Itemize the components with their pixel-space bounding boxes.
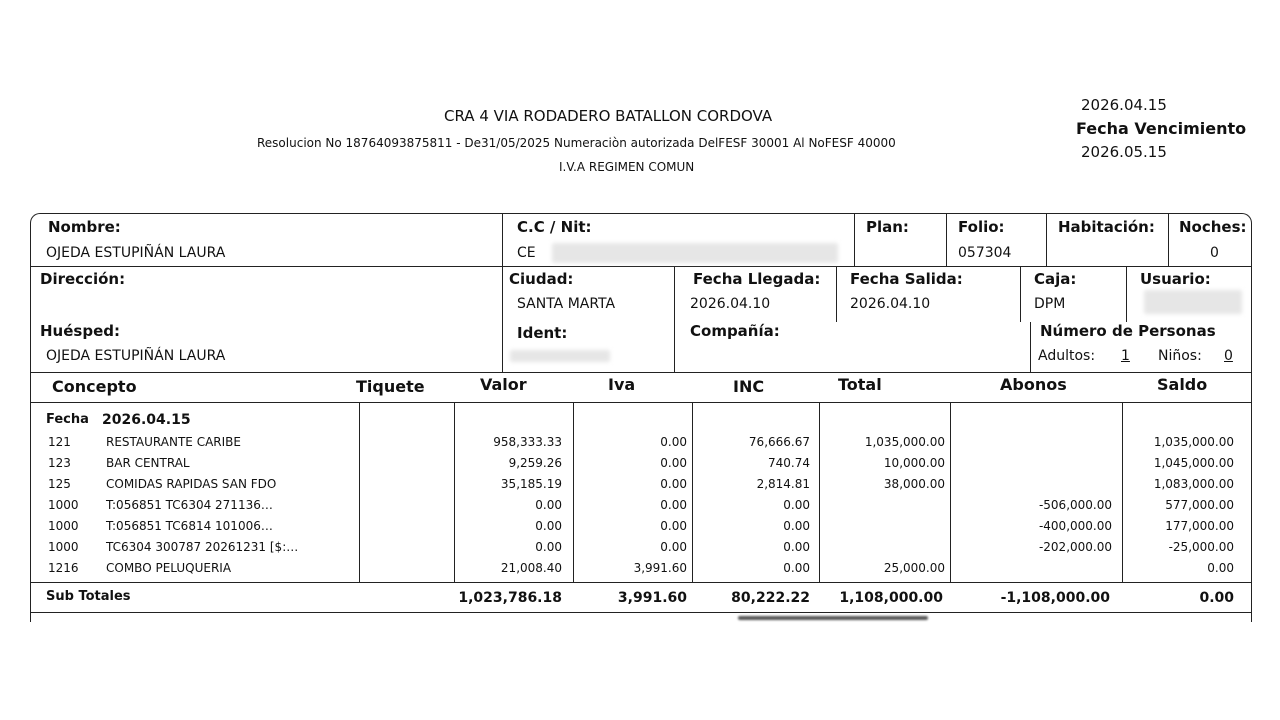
plan-label: Plan: — [866, 218, 909, 236]
row-iva: 0.00 — [660, 519, 687, 533]
subtotal-inc: 80,222.22 — [731, 590, 810, 606]
col-tiquete: Tiquete — [356, 377, 425, 396]
row-iva: 3,991.60 — [633, 561, 687, 575]
subtotal-iva: 3,991.60 — [617, 590, 687, 606]
caja-value: DPM — [1034, 296, 1066, 312]
ident-redacted — [510, 350, 610, 362]
ccnit-redacted — [552, 243, 838, 263]
row-valor: 0.00 — [535, 519, 562, 533]
row-code: 121 — [48, 435, 71, 449]
invoice-date: 2026.04.15 — [1081, 96, 1167, 114]
ninos-value: 0 — [1224, 348, 1233, 364]
row-code: 1216 — [48, 561, 79, 575]
row-saldo: -25,000.00 — [1168, 540, 1234, 554]
col-saldo: Saldo — [1157, 375, 1208, 394]
usuario-label: Usuario: — [1140, 270, 1211, 288]
ccnit-label: C.C / Nit: — [517, 218, 592, 236]
row-desc: COMIDAS RAPIDAS SAN FDO — [106, 477, 277, 491]
row-saldo: 1,083,000.00 — [1153, 477, 1234, 491]
col-valor: Valor — [480, 375, 527, 394]
row-code: 1000 — [48, 498, 79, 512]
col-abonos: Abonos — [1000, 375, 1067, 394]
row-code: 1000 — [48, 540, 79, 554]
row-valor: 35,185.19 — [500, 477, 562, 491]
row-valor: 21,008.40 — [500, 561, 562, 575]
nombre-value: OJEDA ESTUPIÑÁN LAURA — [46, 245, 226, 261]
ciudad-label: Ciudad: — [509, 270, 574, 288]
direccion-label: Dirección: — [40, 270, 126, 288]
due-date-label: Fecha Vencimiento — [1076, 119, 1247, 138]
fecha-salida-value: 2026.04.10 — [850, 296, 931, 312]
row-valor: 0.00 — [535, 498, 562, 512]
row-abonos: -506,000.00 — [1038, 498, 1112, 512]
col-total: Total — [838, 375, 882, 394]
usuario-redacted — [1144, 290, 1242, 314]
row-total: 25,000.00 — [883, 561, 945, 575]
row-saldo: 177,000.00 — [1165, 519, 1234, 533]
col-inc: INC — [733, 377, 765, 396]
subtotal-abonos: -1,108,000.00 — [1000, 590, 1110, 606]
row-valor: 0.00 — [535, 540, 562, 554]
row-code: 1000 — [48, 519, 79, 533]
row-desc: TC6304 300787 20261231 [$:… — [106, 540, 299, 554]
compania-label: Compañía: — [690, 322, 780, 340]
fecha-group-label: Fecha — [46, 412, 89, 427]
ccnit-type: CE — [517, 245, 536, 261]
habitacion-label: Habitación: — [1058, 218, 1155, 236]
noches-label: Noches: — [1179, 218, 1247, 236]
cropped-text-remnant — [738, 616, 928, 620]
due-date: 2026.05.15 — [1081, 143, 1167, 161]
row-inc: 0.00 — [783, 561, 810, 575]
row-saldo: 0.00 — [1207, 561, 1234, 575]
folio-label: Folio: — [958, 218, 1005, 236]
fecha-llegada-label: Fecha Llegada: — [693, 270, 821, 288]
row-abonos: -400,000.00 — [1038, 519, 1112, 533]
row-total: 10,000.00 — [883, 456, 945, 470]
row-inc: 0.00 — [783, 540, 810, 554]
subtotal-valor: 1,023,786.18 — [458, 590, 562, 606]
noches-value: 0 — [1210, 245, 1219, 261]
ident-label: Ident: — [517, 324, 568, 342]
row-code: 125 — [48, 477, 71, 491]
row-inc: 76,666.67 — [748, 435, 810, 449]
ninos-label: Niños: — [1158, 348, 1202, 364]
row-valor: 958,333.33 — [493, 435, 562, 449]
row-code: 123 — [48, 456, 71, 470]
col-concepto: Concepto — [52, 377, 137, 396]
subtotal-saldo: 0.00 — [1199, 590, 1234, 606]
huesped-value: OJEDA ESTUPIÑÁN LAURA — [46, 348, 226, 364]
row-abonos: -202,000.00 — [1038, 540, 1112, 554]
row-iva: 0.00 — [660, 498, 687, 512]
hotel-address: CRA 4 VIA RODADERO BATALLON CORDOVA — [444, 107, 773, 125]
subtotal-total: 1,108,000.00 — [839, 590, 943, 606]
row-total: 38,000.00 — [883, 477, 945, 491]
huesped-label: Huésped: — [40, 322, 120, 340]
row-inc: 0.00 — [783, 519, 810, 533]
row-valor: 9,259.26 — [508, 456, 562, 470]
iva-regime: I.V.A REGIMEN COMUN — [559, 160, 695, 174]
row-saldo: 577,000.00 — [1165, 498, 1234, 512]
row-iva: 0.00 — [660, 477, 687, 491]
row-saldo: 1,035,000.00 — [1153, 435, 1234, 449]
personas-label: Número de Personas — [1040, 322, 1216, 340]
row-desc: RESTAURANTE CARIBE — [106, 435, 241, 449]
fecha-group-value: 2026.04.15 — [102, 412, 191, 428]
row-inc: 0.00 — [783, 498, 810, 512]
row-saldo: 1,045,000.00 — [1153, 456, 1234, 470]
row-desc: T:056851 TC6304 271136… — [106, 498, 273, 512]
fecha-salida-label: Fecha Salida: — [850, 270, 963, 288]
row-total: 1,035,000.00 — [864, 435, 945, 449]
adultos-label: Adultos: — [1038, 348, 1096, 364]
fecha-llegada-value: 2026.04.10 — [690, 296, 771, 312]
row-iva: 0.00 — [660, 540, 687, 554]
ciudad-value: SANTA MARTA — [517, 296, 616, 312]
resolution-line: Resolucion No 18764093875811 - De31/05/2025 Numeraciòn autorizada DelFESF 30001 Al NoFESF 40000 — [257, 136, 896, 150]
row-inc: 740.74 — [768, 456, 810, 470]
row-iva: 0.00 — [660, 435, 687, 449]
row-desc: T:056851 TC6814 101006… — [106, 519, 273, 533]
col-iva: Iva — [608, 375, 636, 394]
row-desc: BAR CENTRAL — [106, 456, 190, 470]
folio-value: 057304 — [958, 245, 1012, 261]
row-inc: 2,814.81 — [756, 477, 810, 491]
nombre-label: Nombre: — [48, 218, 121, 236]
row-desc: COMBO PELUQUERIA — [106, 561, 232, 575]
row-iva: 0.00 — [660, 456, 687, 470]
subtotal-label: Sub Totales — [46, 589, 131, 604]
caja-label: Caja: — [1034, 270, 1077, 288]
adultos-value: 1 — [1121, 348, 1130, 364]
